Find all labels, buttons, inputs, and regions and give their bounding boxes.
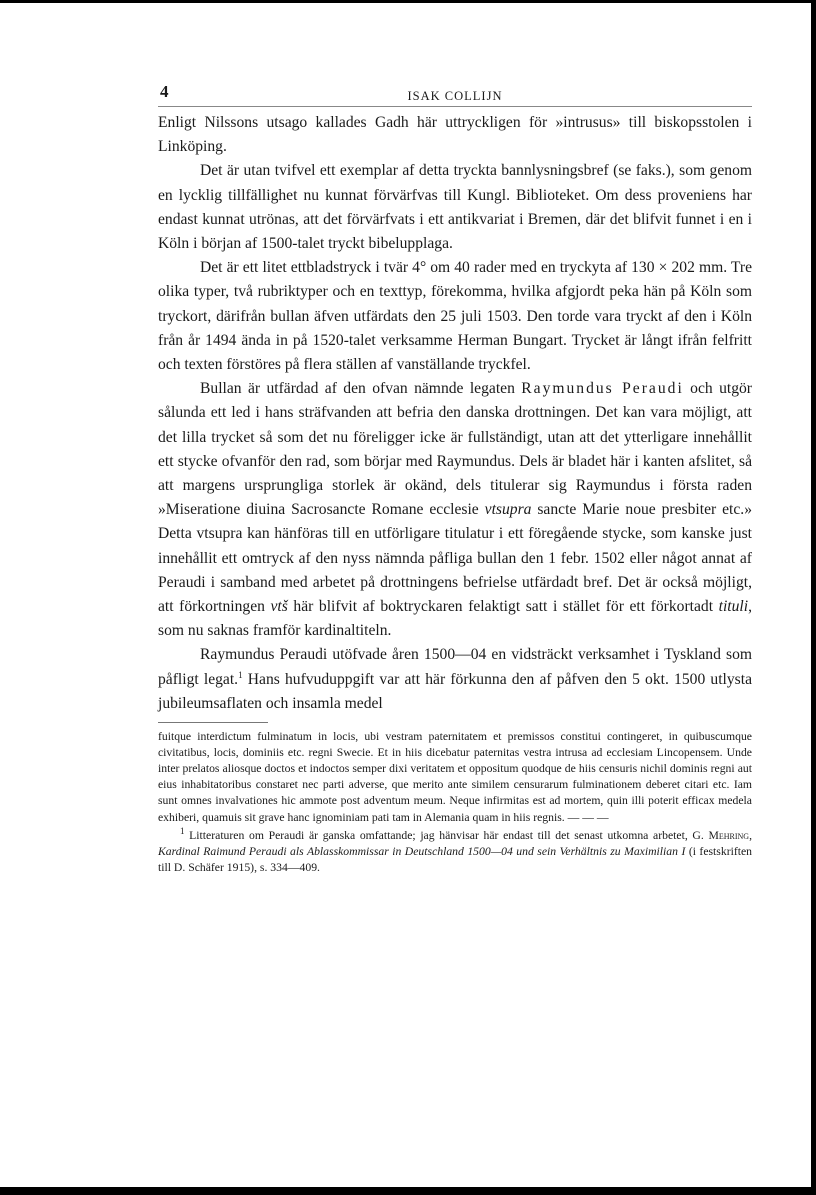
running-head bbox=[158, 82, 752, 107]
footnote-1-separator: , bbox=[749, 828, 752, 842]
footnote-1-text-a: Litteraturen om Peraudi är ganska omfattande; jag hänvisar här endast till det senast utkomna arbetet, G. bbox=[184, 828, 709, 842]
footnote-latin-continuation: fuitque interdictum fulminatum in locis, ubi vestram paternitatem et premissos constitui contingeret, in quibuscumque civitatibus, locis, dominiis etc. regni Swecie. Et in hiis dicebatur paternitas vestra intrusa ad ecclesiam Lincopensem. Unde inter prelatos aliosque doctos et indoctos semper dixi veritatem et oppositum quodque de hiis censuris nichil dominis regni aut eius inhabitatoribus constaret nec parti adverse, que merito ante similem censurarum fulminationem deberet citari etc. Iam sunt omnes invalvationes hic ammote post adventum meum. Neque infirmitas est ad mortem, quin illi poterit efficax medela exhiberi, quamuis sit grave hanc ignominiam pati tam in Alemania quam in hiis regnis. — — — bbox=[158, 730, 752, 824]
footnote-1-marker: 1 bbox=[180, 825, 185, 836]
footnote-1-title: Kardinal Raimund Peraudi als Ablasskommissar in Deutschland 1500—04 und sein Verhältnis zu Maximilian I bbox=[158, 844, 686, 858]
tituli-italic: tituli bbox=[718, 598, 749, 616]
paragraph-5 bbox=[158, 643, 752, 716]
paragraph-3: Det är ett litet ettbladstryck i tvär 4° om 40 rader med en tryckyta af 130 × 202 mm. Tre olika typer, två rubriktyper och en texttyp, förekomma, hvilka afgjordt peka hän på Köln som tryckort, därifrån bullan äfven utfärdats den 25 juli 1503. Den torde vara tryckt af den i Köln från år 1494 ända in på 1520-talet verksamme Herman Bungart. Trycket är långt ifrån felfritt och texten förstöres på flera ställen af vanställande tryckfel. bbox=[158, 259, 752, 374]
legate-name: Raymundus Peraudi bbox=[521, 380, 684, 398]
paragraph-4-text-b: och utgör sålunda ett led i hans sträfvanden att befria den danska drottningen. Det kan vara möjligt, att det lilla trycket så som det nu föreligger icke är fullständigt, utan att det ytterligare innehållit ett stycke ofvanför den rad, som börjar med Raymundus. Dels är bladet här i kanten afslitet, så att margens ursprungliga storlek är okänd, dels titulerar sig Raymundus i första raden »Miseratione diuina Sacrosancte Romane ecclesie bbox=[158, 380, 752, 519]
vts-abbreviation: vtš bbox=[270, 598, 288, 616]
paragraph-5-text-b: Hans hufvuduppgift var att här förkunna den af påfven den 5 okt. 1500 utlysta jubileumsaflaten och insamla medel bbox=[158, 670, 752, 712]
footnote-1-author: Mehring bbox=[708, 828, 750, 842]
scan-border-right bbox=[811, 0, 816, 1195]
vtsupra-italic: vtsupra bbox=[484, 501, 532, 519]
paragraph-4-text-d: här blifvit af boktryckaren felaktigt satt i stället för ett förkortadt bbox=[287, 598, 719, 616]
footnote-divider bbox=[158, 722, 268, 723]
book-page bbox=[158, 82, 752, 876]
page-number: 4 bbox=[160, 82, 169, 101]
scan-border-bottom bbox=[0, 1187, 816, 1195]
paragraph-4-text-e: , som nu saknas framför kardinaltiteln. bbox=[158, 598, 752, 640]
paragraph-5-text-a: Raymundus Peraudi utöfvade åren 1500—04 en vidsträckt verksamhet i Tyskland som påfligt legat. bbox=[158, 646, 752, 688]
paragraph-4-text-a: Bullan är utfärdad af den ofvan nämnde legaten bbox=[200, 380, 522, 398]
paragraph-1: Enligt Nilssons utsago kallades Gadh här uttryckligen för »intrusus» till biskopsstolen i Linköping. bbox=[158, 114, 752, 156]
footnote-1-text-b: (i festskriften till D. Schäfer 1915), s. 334—409. bbox=[158, 844, 753, 874]
body-text bbox=[158, 111, 752, 716]
paragraph-4 bbox=[158, 377, 752, 643]
running-title: ISAK COLLIJN bbox=[407, 89, 503, 103]
footnote-1 bbox=[158, 825, 753, 876]
paragraph-4-text-c: sancte Marie noue presbiter etc.» Detta vtsupra kan hänföras till en utförligare titulatur i ett föregående stycke, som kanske just innehållit ett omtryck af den nyss nämnda påfliga bullan den 1 febr. 1502 eller något annat af Peraudi i samband med arbetet på drottningens befrielse utfärdadt bref. Det är också möjligt, att förkortningen bbox=[158, 501, 752, 616]
footnotes bbox=[158, 729, 752, 876]
paragraph-2: Det är utan tvifvel ett exemplar af detta tryckta bannlysningsbref (se faks.), som genom en lycklig tillfällighet nu kunnat förvärfvas till Kungl. Biblioteket. Om dess proveniens har endast kunnat utrönas, att det förvärfvats i ett antikvariat i Bremen, där det blifvit funnet i en i Köln i början af 1500-talet tryckt bibelupplaga. bbox=[158, 162, 752, 253]
scan-border-top bbox=[0, 0, 816, 3]
footnote-ref-1: 1 bbox=[238, 669, 243, 680]
